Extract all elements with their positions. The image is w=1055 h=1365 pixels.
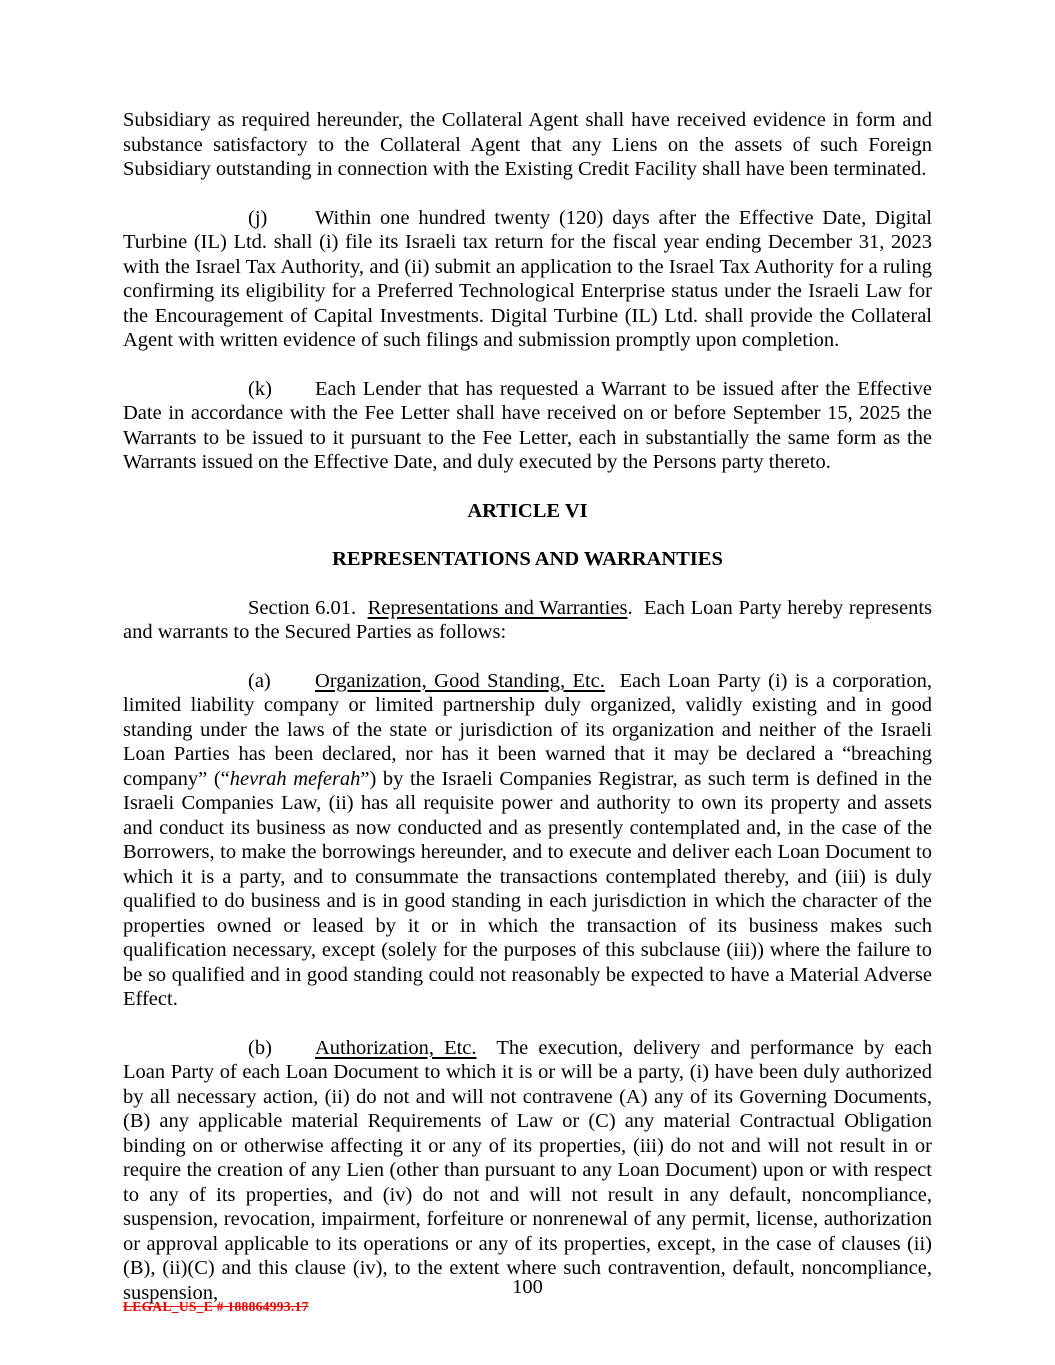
article-title-heading: REPRESENTATIONS AND WARRANTIES xyxy=(332,548,723,570)
paragraph-section-601 xyxy=(123,596,932,645)
clause-a-italic-term: hevrah meferah xyxy=(229,767,361,790)
clause-b-text: The execution, delivery and performance by each Loan Party of each Loan Document to which it is or will be a party, (i) have been duly authorized by all necessary action, (ii) do not and will not contravene (A) any of its Governing Documents, (B) any applicable material Requirements of Law or (C) any material Contractual Obligation binding on or otherwise affecting it or any of its properties, (iii) do not and will not result in or require the creation of any Lien (other than pursuant to any Loan Document) upon or with respect to any of its properties, and (iv) do not and will not result in any default, noncompliance, suspension, revocation, impairment, forfeiture or nonrenewal of any permit, license, authorization or approval applicable to its operations or any of its properties, except, in the case of clauses (ii)(B), (ii)(C) and this clause (iv), to the extent where such contravention, default, noncompliance, suspension, xyxy=(123,1036,932,1304)
clause-k-text: Each Lender that has requested a Warrant to be issued after the Effective Date in accordance with the Fee Letter shall have received on or before September 15, 2025 the Warrants to be issued to it pursuant to the Fee Letter, each in substantially the same form as the Warrants issued on the Effective Date, and duly executed by the Persons party thereto. xyxy=(123,377,932,473)
article-number-heading: ARTICLE VI xyxy=(467,499,588,522)
clause-j-label: (j) xyxy=(248,206,268,229)
section-text: . Each Loan Party hereby represents and warrants to the Secured Parties as follows: xyxy=(123,596,932,643)
clause-a-text-2: ”) by the Israeli Companies Registrar, as such term is defined in the Israeli Companies Law, (ii) has all requisite power and authority to own its property and assets and conduct its business as now conducted and as presently contemplated and, in the case of the Borrowers, to make the borrowings hereunder, and to execute and deliver each Loan Document to which it is a party, and to consummate the transactions contemplated thereby, and (iii) is duly qualified to do business and is in good standing in each jurisdiction in which the character of the properties owned or leased by it or in which the transaction of its business makes such qualification necessary, except (solely for the purposes of this subclause (iii)) where the failure to be so qualified and in good standing could not reasonably be expected to have a Material Adverse Effect. xyxy=(123,767,932,1010)
paragraph-clause-k xyxy=(123,377,932,475)
clause-k-label: (k) xyxy=(248,377,272,400)
clause-a-text-1: Each Loan Party (i) is a corporation, limited liability company or limited partnership duly organized, validly existing and in good standing under the laws of the state or jurisdiction of its organization and neither of the Israeli Loan Parties has been declared, nor has it been warned that it may be declared a “breaching company” (“ xyxy=(123,669,932,790)
paragraph-clause-j xyxy=(123,206,932,353)
legal-stamp: LEGAL_US_E # 188864993.17 xyxy=(123,1299,309,1314)
clause-b-title: Authorization, Etc. xyxy=(315,1036,477,1059)
paragraph-clause-a xyxy=(123,669,932,1012)
clause-j-text: Within one hundred twenty (120) days after the Effective Date, Digital Turbine (IL) Ltd. shall (i) file its Israeli tax return for the fiscal year ending December 31, 2023 with the Israel Tax Authority, and (ii) submit an application to the Israel Tax Authority for a ruling confirming its eligibility for a Preferred Technological Enterprise status under the Israeli Law for the Encouragement of Capital Investments. Digital Turbine (IL) Ltd. shall provide the Collateral Agent with written evidence of such filings and submission promptly upon completion. xyxy=(123,206,932,351)
section-label: Section 6.01. xyxy=(248,596,368,619)
clause-b-label: (b) xyxy=(248,1036,272,1059)
page-number: 100 xyxy=(512,1276,543,1298)
paragraph-continuation xyxy=(123,108,932,182)
clause-a-label: (a) xyxy=(248,669,271,692)
continuation-text: Subsidiary as required hereunder, the Collateral Agent shall have received evidence in form and substance satisfactory to the Collateral Agent that any Liens on the assets of such Foreign Subsidiary outstanding in connection with the Existing Credit Facility shall have been terminated. xyxy=(123,109,932,180)
section-title: Representations and Warranties xyxy=(367,596,628,619)
paragraph-clause-b xyxy=(123,1036,932,1306)
clause-a-title: Organization, Good Standing, Etc. xyxy=(315,669,605,692)
document-body xyxy=(123,108,932,1329)
